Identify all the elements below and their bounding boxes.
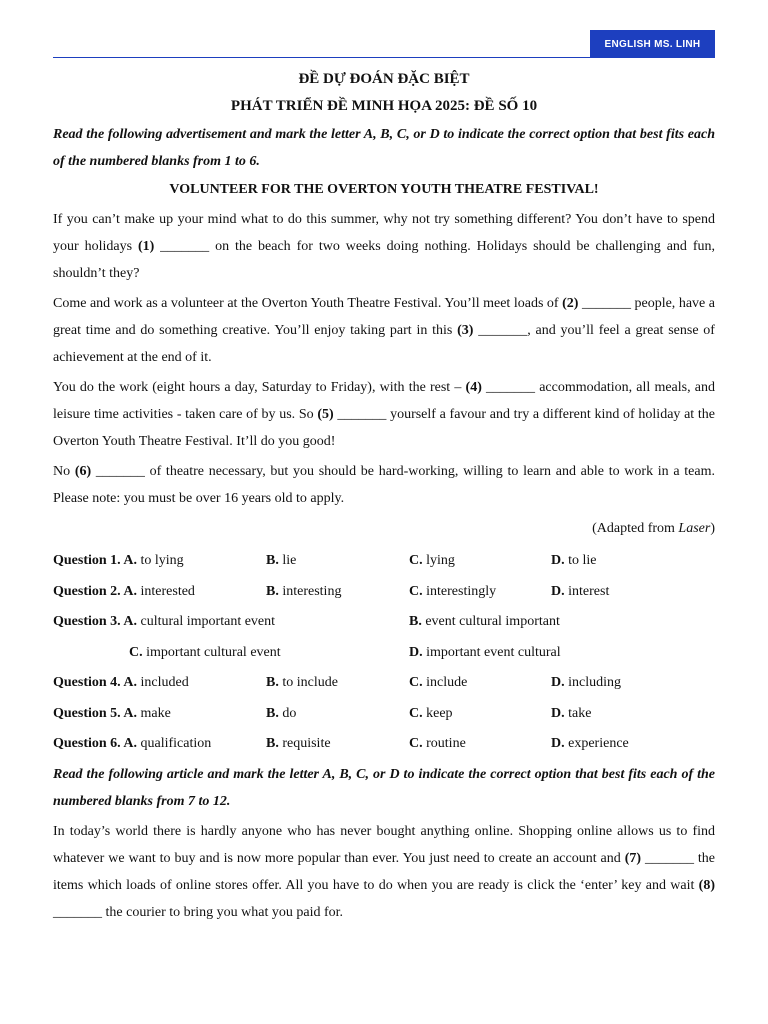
option-d-label: D. (551, 736, 565, 751)
blank-number: (4) (465, 380, 482, 395)
text: If you can’t make up your mind what to do this summer, why not try something different? You don’t have to spend your holidays (53, 212, 715, 254)
article-paragraph (53, 818, 715, 926)
option-c-label: C. (409, 736, 423, 751)
header-divider (53, 57, 715, 58)
option-c-label: C. (409, 583, 423, 599)
option-c-label: C. (409, 675, 423, 690)
instruction-part-1: Read the following advertisement and mark the letter A, B, C, or D to indicate the correct option that best fits each of the numbered blanks from 1 to 6. (53, 127, 715, 169)
option-b-label: B. (409, 614, 422, 629)
text: _______ people, have a great time and do something creative. You’ll enjoy taking part in this (53, 296, 715, 338)
option-d: take (564, 705, 592, 721)
option-d: experience (564, 736, 629, 751)
option-b: lie (278, 553, 297, 568)
question-2 (53, 577, 715, 608)
source-credit (53, 515, 715, 542)
option-a: interested (137, 583, 195, 599)
text: In today’s world there is hardly anyone who has never bought anything online. Shopping online allows us to find whatever we want to buy and is now more popular than ever. You just need to create an account and (53, 823, 715, 866)
question-6 (53, 729, 715, 760)
text: _______, and you’ll feel a great sense of achievement at the end of it. (53, 323, 715, 365)
text: Come and work as a volunteer at the Overton Youth Theatre Festival. You’ll meet loads of (53, 296, 563, 311)
option-b: event cultural important (421, 614, 560, 629)
option-c: keep (422, 705, 453, 721)
option-a: cultural important event (137, 614, 276, 629)
blank-number: (8) (698, 877, 715, 893)
option-b-label: B. (266, 553, 279, 568)
option-d-label: D. (409, 644, 423, 660)
option-a: qualification (137, 736, 212, 751)
source-prefix: (Adapted from (592, 521, 679, 536)
blank-number: (6) (74, 464, 92, 479)
advertisement-heading: VOLUNTEER FOR THE OVERTON YOUTH THEATRE FESTIVAL! (169, 182, 599, 197)
option-c: important cultural event (142, 644, 281, 660)
option-b-label: B. (266, 736, 279, 751)
option-d-label: D. (551, 675, 565, 690)
text: _______ on the beach for two weeks doing nothing. Holidays should be challenging and fun, shouldn’t they? (53, 239, 715, 281)
instruction-part-2: Read the following article and mark the letter A, B, C, or D to indicate the correct option that best fits each of the numbered blanks from 7 to 12. (53, 766, 715, 809)
question-1 (53, 546, 715, 577)
option-a: to lying (137, 553, 184, 568)
option-b-label: B. (266, 705, 279, 721)
question-3-continued (53, 638, 715, 669)
text: _______ accommodation, all meals, and leisure time activities - taken care of by us. So (53, 380, 715, 422)
question-label: Question 5. A. (53, 705, 138, 721)
question-4 (53, 668, 715, 699)
question-3 (53, 607, 715, 638)
paragraph-1 (53, 206, 715, 287)
option-c: lying (422, 553, 455, 568)
question-list (53, 546, 715, 760)
paragraph-3 (53, 374, 715, 455)
text: _______ the courier to bring you what you paid for. (53, 904, 344, 920)
option-b: interesting (278, 583, 342, 599)
document-body (53, 66, 715, 926)
option-c: include (422, 675, 468, 690)
blank-number: (7) (624, 850, 642, 866)
option-b: do (278, 705, 297, 721)
option-d-label: D. (551, 705, 565, 721)
question-5 (53, 699, 715, 730)
text: No (53, 464, 75, 479)
option-a: included (137, 675, 189, 690)
option-c: interestingly (422, 583, 497, 599)
paragraph-4 (53, 458, 715, 512)
option-b: to include (278, 675, 338, 690)
blank-number: (3) (457, 323, 474, 338)
brand-badge: ENGLISH MS. LINH (590, 30, 715, 58)
option-d: interest (564, 583, 610, 599)
paragraph-2 (53, 290, 715, 371)
option-c-label: C. (409, 553, 423, 568)
question-label: Question 3. A. (53, 614, 138, 629)
option-d: including (564, 675, 622, 690)
blank-number: (1) (137, 239, 155, 254)
text: _______ of theatre necessary, but you should be hard-working, willing to learn and able to work in a team. Please note: you must be over 16 years old to apply. (53, 464, 715, 506)
option-c-label: C. (129, 644, 143, 660)
source-suffix: ) (710, 521, 715, 536)
blank-number: (5) (317, 407, 334, 422)
blank-number: (2) (562, 296, 579, 311)
option-c-label: C. (409, 705, 423, 721)
option-d: important event cultural (422, 644, 561, 660)
question-label: Question 6. A. (53, 736, 138, 751)
question-label: Question 2. A. (53, 583, 138, 599)
option-b-label: B. (266, 583, 279, 599)
source-title: Laser (678, 521, 711, 536)
option-b: requisite (278, 736, 331, 751)
exam-subtitle: PHÁT TRIỂN ĐỀ MINH HỌA 2025: ĐỀ SỐ 10 (230, 98, 538, 114)
text: _______ yourself a favour and try a different kind of holiday at the Overton Youth Theatre Festival. It’ll do you good! (53, 407, 715, 449)
option-c: routine (422, 736, 466, 751)
text: You do the work (eight hours a day, Saturday to Friday), with the rest – (53, 380, 466, 395)
question-label: Question 4. A. (53, 675, 138, 690)
option-b-label: B. (266, 675, 279, 690)
text: _______ the items which loads of online stores offer. All you have to do when you are ready is click the ‘enter’ key and wait (53, 850, 715, 893)
option-a: make (137, 705, 171, 721)
option-d-label: D. (551, 553, 565, 568)
exam-title: ĐỀ DỰ ĐOÁN ĐẶC BIỆT (298, 71, 470, 87)
question-label: Question 1. A. (53, 553, 138, 568)
option-d-label: D. (551, 583, 565, 599)
option-d: to lie (564, 553, 597, 568)
